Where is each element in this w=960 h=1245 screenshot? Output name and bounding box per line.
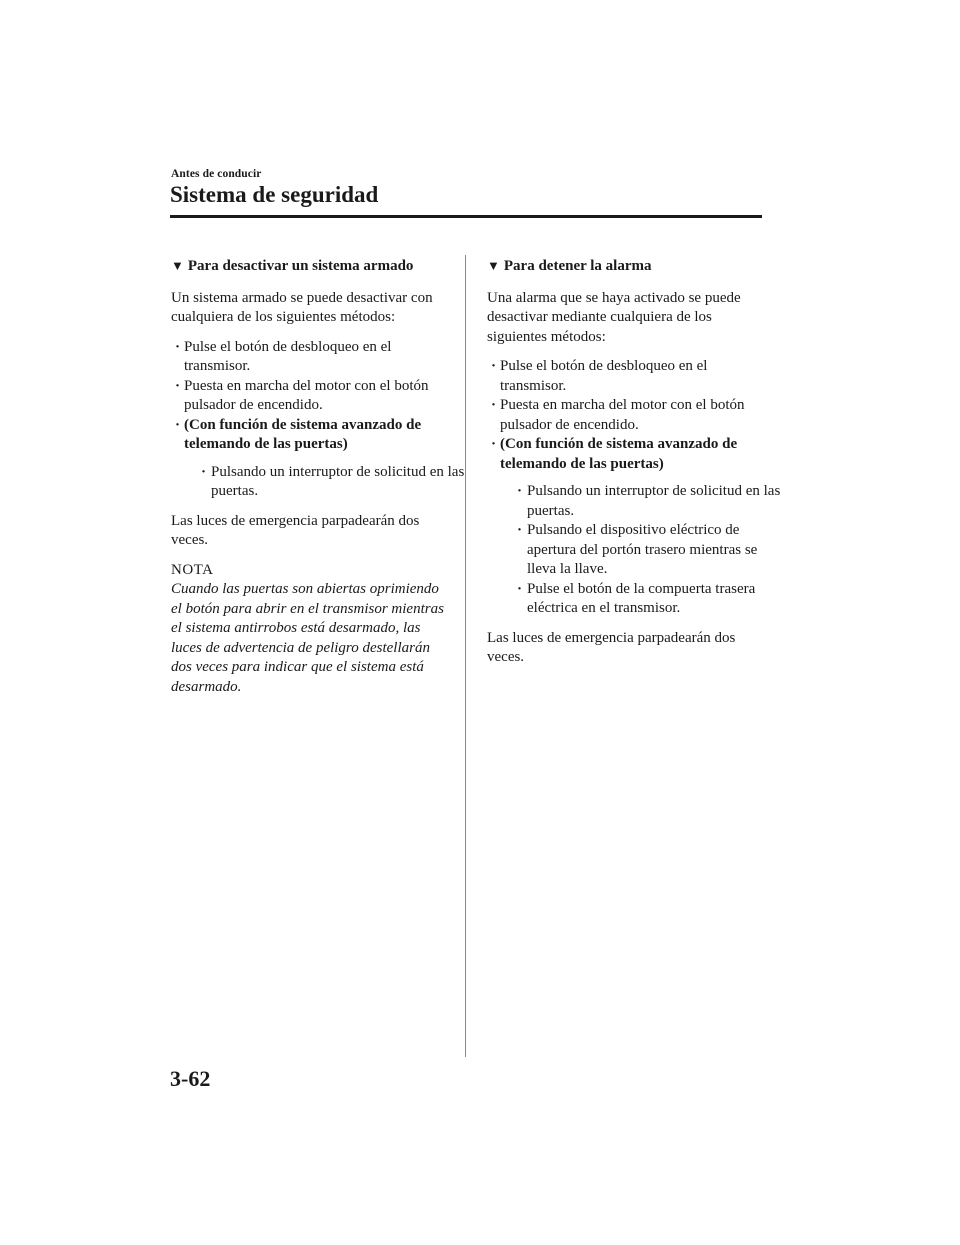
triangle-down-icon: ▼ xyxy=(171,258,184,273)
page-number: 3-62 xyxy=(170,1066,211,1091)
list-item xyxy=(487,435,781,619)
sub-list-item: · Pulsando un interruptor de solicitud en las puertas. xyxy=(513,482,782,521)
method-list xyxy=(487,357,781,619)
right-column xyxy=(487,256,781,678)
section-heading-text: Para desactivar un sistema armado xyxy=(187,258,414,274)
sub-list-item: · Pulsando el dispositivo eléctrico de apertura del portón trasero mientras se lleva la llave. xyxy=(513,521,782,580)
intro-paragraph: Un sistema armado se puede desactivar con cualquiera de los siguientes métodos: xyxy=(171,289,433,325)
list-item-text: (Con función de sistema avanzado de telemando de las puertas) xyxy=(184,416,422,452)
intro-paragraph: Una alarma que se haya activado se puede desactivar mediante cualquiera de los siguientes métodos: xyxy=(487,289,741,345)
list-item: · Pulse el botón de desbloqueo en el transmisor. xyxy=(487,357,767,396)
sub-list-item: · Pulse el botón de la compuerta trasera eléctrica en el transmisor. xyxy=(513,580,782,619)
sub-list-item: · Pulsando un interruptor de solicitud en las puertas. xyxy=(197,463,466,502)
triangle-down-icon: ▼ xyxy=(487,258,500,273)
list-item xyxy=(171,416,465,502)
result-paragraph: Las luces de emergencia parpadearán dos veces. xyxy=(487,629,736,665)
list-item-text: (Con función de sistema avanzado de telemando de las puertas) xyxy=(500,436,738,472)
column-divider xyxy=(465,255,466,1057)
section-heading-text: Para detener la alarma xyxy=(503,258,652,274)
sub-list xyxy=(500,482,781,619)
section-heading-deactivate xyxy=(171,256,451,277)
method-list xyxy=(171,338,465,502)
page-title: Sistema de seguridad xyxy=(170,182,379,207)
note-text: Cuando las puertas son abiertas oprimiendo el botón para abrir en el transmisor mientras el sistema antirrobos está desarmado, las luces de advertencia de peligro destellarán dos veces para indicar que el sistema está desarmado. xyxy=(171,581,444,695)
header-divider xyxy=(170,215,762,218)
list-item: · Puesta en marcha del motor con el botón pulsador de encendido. xyxy=(171,377,451,416)
note-label: NOTA xyxy=(171,561,214,578)
left-column xyxy=(171,256,465,697)
section-heading-stop-alarm xyxy=(487,256,767,277)
list-item: · Puesta en marcha del motor con el botón pulsador de encendido. xyxy=(487,396,767,435)
sub-list xyxy=(184,463,465,502)
section-label: Antes de conducir xyxy=(171,168,262,180)
list-item: · Pulse el botón de desbloqueo en el transmisor. xyxy=(171,338,451,377)
result-paragraph: Las luces de emergencia parpadearán dos veces. xyxy=(171,512,420,548)
